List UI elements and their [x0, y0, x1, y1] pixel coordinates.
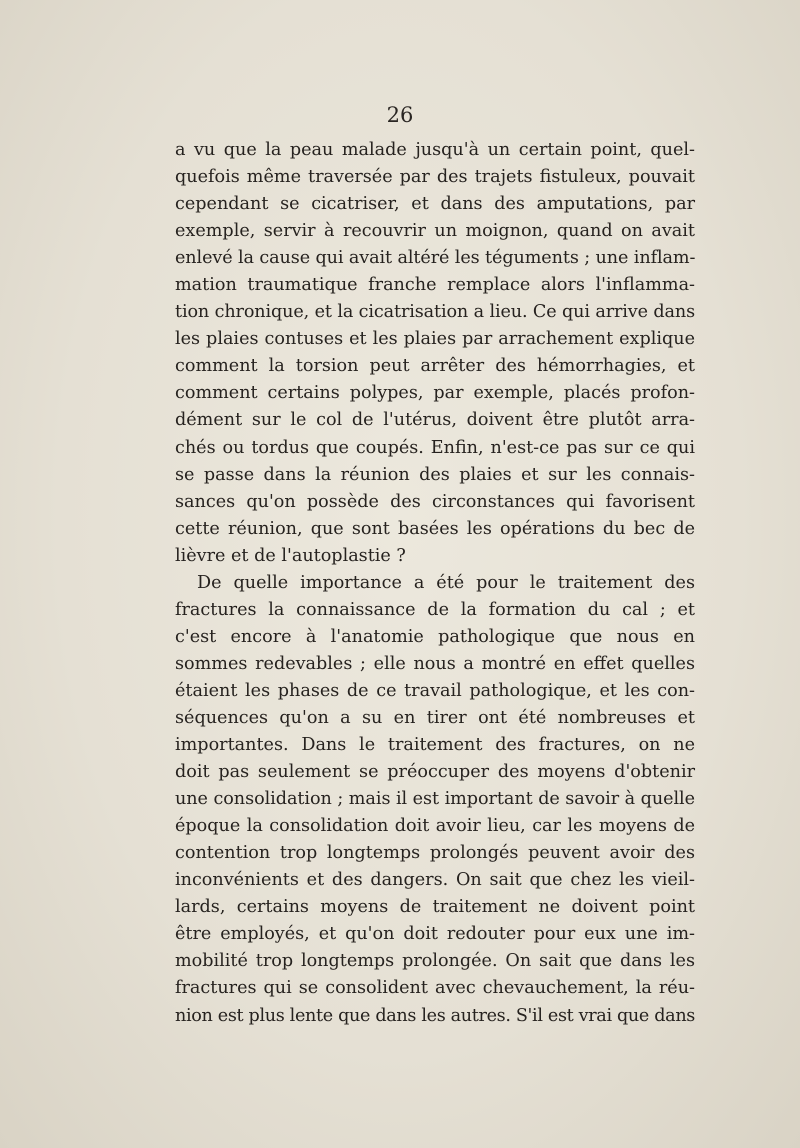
- text-line: contention trop longtemps prolongés peuvent avoir des: [175, 843, 695, 864]
- page-number: 26: [386, 103, 414, 127]
- text-line: importantes. Dans le traitement des fractures, on ne: [175, 735, 695, 756]
- text-line: fractures qui se consolident avec chevauchement, la réu-: [175, 978, 695, 999]
- text-line: étaient les phases de ce travail pathologique, et les con-: [175, 680, 695, 701]
- text-line: lards, certains moyens de traitement ne doivent point: [175, 897, 695, 918]
- text-line: cette réunion, que sont basées les opérations du bec de: [175, 518, 695, 539]
- text-line: exemple, servir à recouvrir un moignon, quand on avait: [175, 221, 695, 242]
- body-text: [175, 137, 695, 1030]
- text-line-paragraph-start: De quelle importance a été pour le traitement des: [197, 572, 695, 593]
- text-line: sances qu'on possède des circonstances qui favorisent: [175, 491, 695, 512]
- text-line: les plaies contuses et les plaies par arrachement explique: [175, 329, 695, 350]
- text-line: chés ou tordus que coupés. Enfin, n'est-ce pas sur ce qui: [175, 437, 695, 458]
- text-line: mation traumatique franche remplace alors l'inflamma-: [175, 275, 695, 296]
- text-line: c'est encore à l'anatomie pathologique que nous en: [175, 626, 695, 647]
- text-line: se passe dans la réunion des plaies et sur les connais-: [175, 464, 695, 485]
- text-line: inconvénients et des dangers. On sait que chez les vieil-: [175, 870, 695, 891]
- text-line: séquences qu'on a su en tirer ont été nombreuses et: [175, 707, 695, 728]
- text-line: a vu que la peau malade jusqu'à un certain point, quel-: [175, 140, 695, 160]
- text-line: doit pas seulement se préoccuper des moyens d'obtenir: [175, 762, 695, 783]
- text-line-paragraph-end: lièvre et de l'autoplastie ?: [175, 545, 406, 566]
- text-line: une consolidation ; mais il est important de savoir à quelle: [175, 789, 695, 810]
- text-line: fractures la connaissance de la formation du cal ; et: [175, 599, 695, 620]
- text-line: nion est plus lente que dans les autres. S'il est vrai que dans: [175, 1005, 695, 1026]
- text-line: quefois même traversée par des trajets fistuleux, pouvait: [175, 167, 695, 188]
- text-line: sommes redevables ; elle nous a montré en effet quelles: [175, 653, 695, 674]
- text-line: être employés, et qu'on doit redouter pour eux une im-: [175, 924, 695, 945]
- text-line: dément sur le col de l'utérus, doivent être plutôt arra-: [175, 410, 695, 431]
- text-line: enlevé la cause qui avait altéré les téguments ; une inflam-: [175, 248, 696, 269]
- text-line: mobilité trop longtemps prolongée. On sait que dans les: [175, 951, 695, 972]
- text-line: cependant se cicatriser, et dans des amputations, par: [175, 194, 695, 215]
- text-line: comment certains polypes, par exemple, placés profon-: [175, 383, 695, 404]
- text-line: comment la torsion peut arrêter des hémorrhagies, et: [175, 356, 695, 377]
- text-line: tion chronique, et la cicatrisation a lieu. Ce qui arrive dans: [175, 302, 695, 323]
- text-line: époque la consolidation doit avoir lieu, car les moyens de: [175, 816, 695, 837]
